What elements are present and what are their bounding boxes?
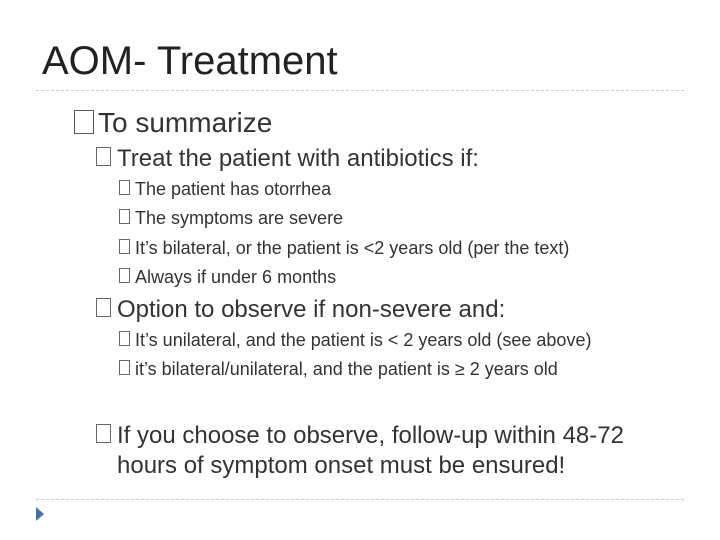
treat-item-text: The patient has otorrhea [135,179,332,199]
triangle-right-icon[interactable] [36,507,44,521]
bullet-followup-text: If you choose to observe, follow-up within 48-72 [117,422,624,449]
box-bullet-icon [119,331,130,346]
observe-item [119,358,558,380]
bullet-summary-text: To summarize [98,107,273,138]
title-divider [36,90,684,91]
footer-divider [36,499,684,500]
bullet-observe-text: Option to observe if non-severe and: [117,296,506,323]
observe-item-text: It’s unilateral, and the patient is < 2 years old (see above) [135,330,592,350]
bullet-observe [96,296,505,324]
box-bullet-icon [119,360,130,375]
treat-item-text: The symptoms are severe [135,208,344,228]
observe-item [119,329,591,351]
observe-item-text: it’s bilateral/unilateral, and the patient is ≥ 2 years old [135,359,558,379]
bullet-summary [74,108,272,138]
box-bullet-icon [96,147,111,166]
slide-title: AOM- Treatment [42,39,338,83]
treat-item [119,207,343,229]
treat-item-text: Always if under 6 months [135,267,337,287]
treat-item-text: It’s bilateral, or the patient is <2 years old (per the text) [135,238,570,258]
treat-item [119,237,569,259]
box-bullet-icon [119,209,130,224]
box-bullet-icon [74,110,94,134]
treat-item [119,266,336,288]
bullet-followup-continuation: hours of symptom onset must be ensured! [117,452,566,479]
bullet-treat-text: Treat the patient with antibiotics if: [117,145,479,172]
box-bullet-icon [119,180,130,195]
treat-item [119,178,331,200]
box-bullet-icon [119,239,130,254]
box-bullet-icon [96,424,111,443]
box-bullet-icon [96,298,111,317]
bullet-followup [96,422,624,450]
bullet-treat [96,145,479,173]
box-bullet-icon [119,268,130,283]
